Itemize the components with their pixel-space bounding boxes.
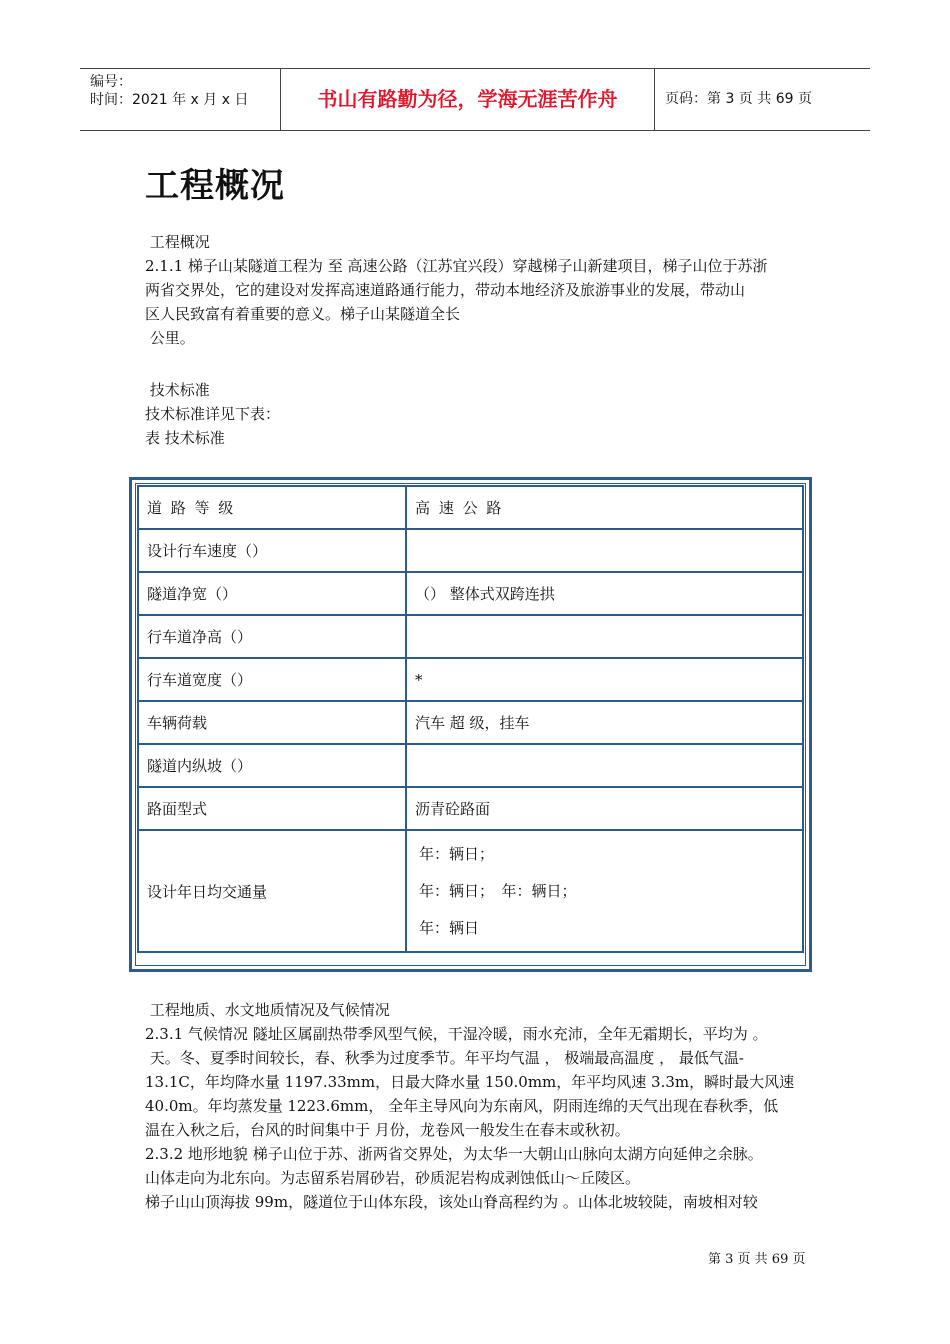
row-key: 道 路 等 级 [138,486,406,529]
row-key: 行车道宽度（） [138,658,406,701]
row-value [406,615,803,658]
row-value [406,744,803,787]
document-number-label: 编号： [90,74,132,90]
section-heading-standards: 技术标准 [149,381,210,399]
row-value: 汽车 超 级，挂车 [406,701,803,744]
row-key: 设计年日均交通量 [138,830,406,952]
header-page-info: 页码：第 3 页 共 69 页 [665,91,812,107]
text-line: 公里。 [145,329,195,347]
row-key: 隧道内纵坡（） [138,744,406,787]
overview-paragraph [145,254,810,350]
text-line: 山体走向为北东向。为志留系岩屑砂岩，砂质泥岩构成剥蚀低山～丘陵区。 [145,1169,641,1187]
table-row [138,658,803,701]
text-line: 13.1C，年均降水量 1197.33mm，日最大降水量 150.0mm，年平均风速 3.3m，瞬时最大风速 [145,1073,795,1091]
text-line: 温在入秋之后，台风的时间集中于 月份，龙卷风一般发生在春末或秋初。 [145,1121,630,1139]
text-line: 区人民致富有着重要的意义。梯子山某隧道全长 [145,305,461,323]
row-key: 车辆荷载 [138,701,406,744]
text-line: 梯子山山顶海拔 99m，隧道位于山体东段，该处山脊高程约为 。山体北坡较陡，南坡相对较 [145,1193,758,1211]
table-row [138,529,803,572]
table-row [138,486,803,529]
table-row [138,701,803,744]
header-motto: 书山有路勤为径，学海无涯苦作舟 [281,69,655,130]
row-value: * [406,658,803,701]
row-key: 路面型式 [138,787,406,830]
table-row [138,615,803,658]
row-value: 沥青砼路面 [406,787,803,830]
traffic-line: 年：辆日； 年：辆日； [419,881,577,900]
row-value [406,529,803,572]
geology-paragraph [145,1022,810,1214]
page-footer: 第 3 页 共 69 页 [708,1252,806,1267]
table-row [138,787,803,830]
standards-intro: 技术标准详见下表： [145,405,281,423]
table-caption: 表 技术标准 [145,429,225,447]
row-value: （） 整体式双跨连拱 [406,572,803,615]
section-heading-geology: 工程地质、水文地质情况及气候情况 [149,1001,390,1019]
header-meta [80,69,281,130]
traffic-line: 年：辆日； [419,844,495,863]
traffic-line: 年：辆日 [419,918,480,937]
row-value [406,830,803,952]
table-row-traffic [138,830,803,952]
text-line: 2.3.2 地形地貌 梯子山位于苏、浙两省交界处，为太华一大朝山山脉向太湖方向延伸之余脉。 [145,1145,763,1163]
row-key: 设计行车速度（） [138,529,406,572]
text-line: 两省交界处，它的建设对发挥高速道路通行能力，带动本地经济及旅游事业的发展，带动山 [145,281,746,299]
table-row [138,572,803,615]
row-key: 行车道净高（） [138,615,406,658]
technical-standards-table [137,485,804,953]
text-line: 2.3.1 气候情况 隧址区属副热带季风型气候，干湿冷暖，雨水充沛，全年无霜期长，平均为 。 [145,1025,768,1043]
row-value: 高 速 公 路 [406,486,803,529]
page-header [80,68,870,131]
text-line: 2.1.1 梯子山某隧道工程为 至 高速公路（江苏宜兴段）穿越梯子山新建项目，梯子山位于苏浙 [145,257,768,275]
document-date: 时间：2021 年 x 月 x 日 [90,92,249,108]
text-line: 天。冬、夏季时间较长，春、秋季为过度季节。年平均气温 ， 极端最高温度 ， 最低气温- [145,1049,744,1067]
row-key: 隧道净宽（） [138,572,406,615]
table-row [138,744,803,787]
text-line: 40.0m。年均蒸发量 1223.6mm， 全年主导风向为东南风，阴雨连绵的天气出现在春秋季，低 [145,1097,779,1115]
page-title: 工程概况 [145,166,285,206]
section-heading-overview: 工程概况 [149,233,210,251]
